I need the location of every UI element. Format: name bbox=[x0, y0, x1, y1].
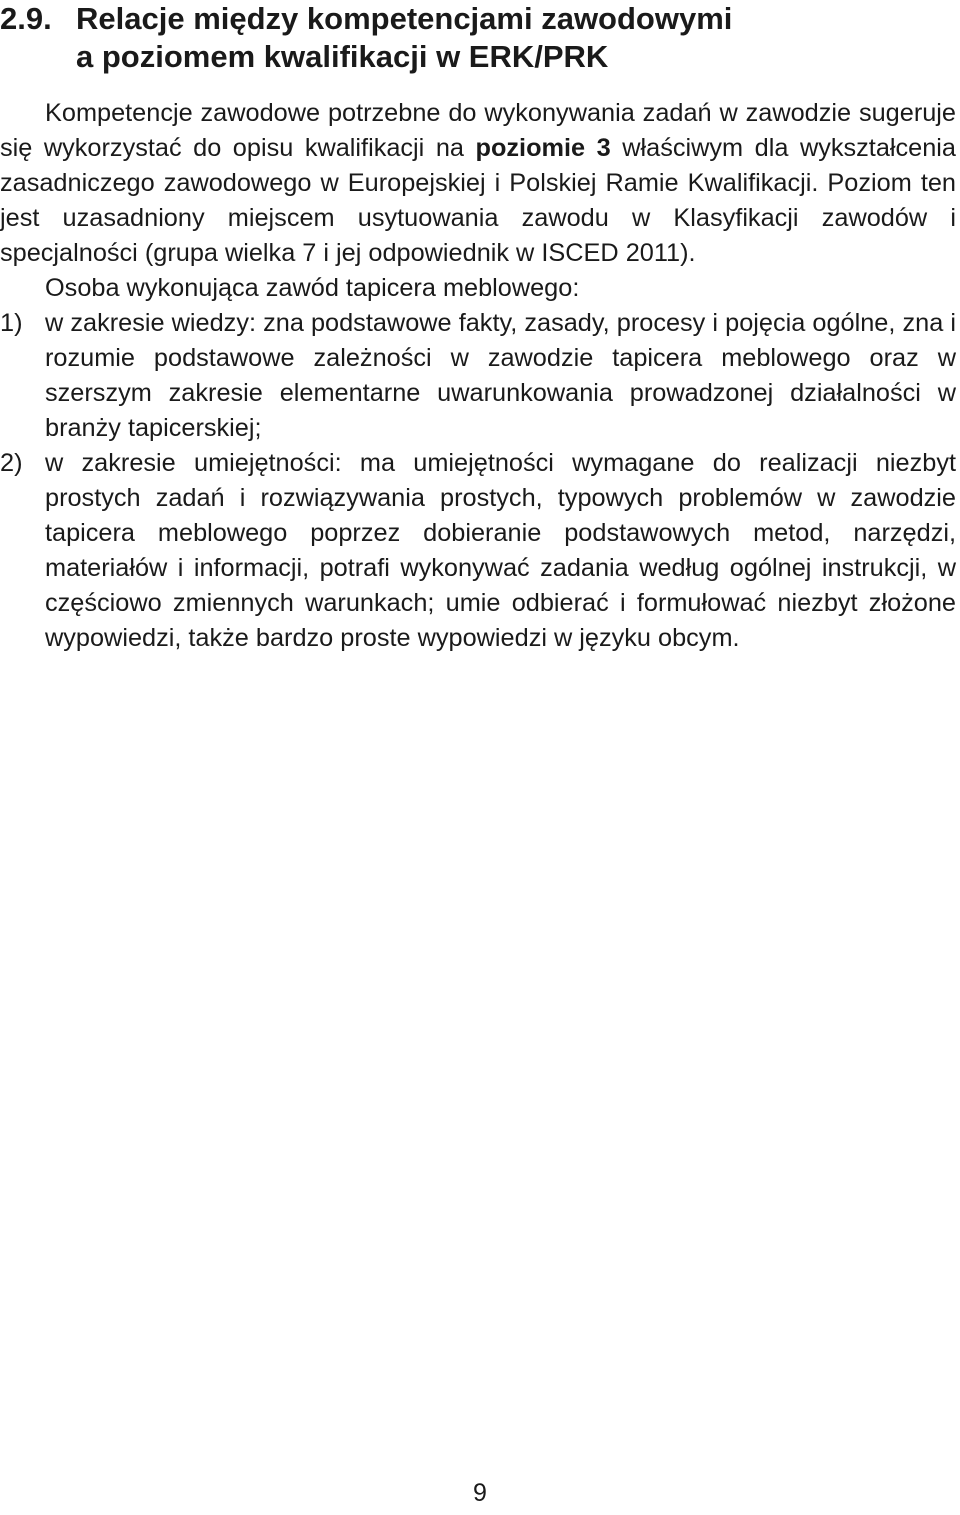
list-item bbox=[0, 446, 956, 656]
list-marker: 1) bbox=[0, 309, 23, 337]
intro-bold-level: poziomie 3 bbox=[475, 134, 611, 162]
section-body bbox=[0, 96, 956, 656]
list-item-text: w zakresie wiedzy: zna podstawowe fakty, zasady, procesy i pojęcia ogólne, zna i rozumie podstawowe zależności w zawodzie tapicera meblowego oraz w szerszym zakresie elementarne uwarunkowania prowadzonej działalności w branży tapicerskiej; bbox=[45, 309, 956, 442]
intro-text-part2: właściwym dla wykształcenia zasadniczego zawodowego w Europejskiej i Polskiej Ramie Kwalifikacji. Poziom ten jest uzasadniony miejscem usytuowania zawodu w Klasyfikacji zawodów i specjalności (grupa wielka 7 i jej odpowiednik w ISCED 2011). bbox=[0, 134, 956, 267]
section-title-line1: Relacje między kompetencjami zawodowymi bbox=[76, 1, 733, 36]
section-number: 2.9. bbox=[0, 1, 52, 36]
intro-paragraph bbox=[0, 96, 956, 271]
section-heading bbox=[0, 0, 940, 76]
section-title-line2: a poziomem kwalifikacji w ERK/PRK bbox=[76, 39, 609, 74]
list-marker: 2) bbox=[0, 449, 23, 477]
list-item bbox=[0, 306, 956, 446]
intro-text-part1: Kompetencje zawodowe potrzebne do wykonywania zadań w zawodzie sugeruje się wykorzystać do opisu kwalifikacji na bbox=[0, 99, 956, 162]
list-item-text: w zakresie umiejętności: ma umiejętności wymagane do realizacji niezbyt prostych zadań i rozwiązywania prostych, typowych problemów w zawodzie tapicera meblowego poprzez dobieranie podstawowych metod, narzędzi, materiałów i informacji, potrafi wykonywać zadania według ogólnej instrukcji, w częściowo zmiennych warunkach; umie odbierać i formułować niezbyt złożone wypowiedzi, także bardzo proste wypowiedzi w języku obcym. bbox=[45, 449, 956, 652]
lead-paragraph: Osoba wykonująca zawód tapicera meblowego: bbox=[45, 274, 580, 302]
competence-list bbox=[0, 306, 956, 656]
page-number: 9 bbox=[473, 1479, 487, 1507]
